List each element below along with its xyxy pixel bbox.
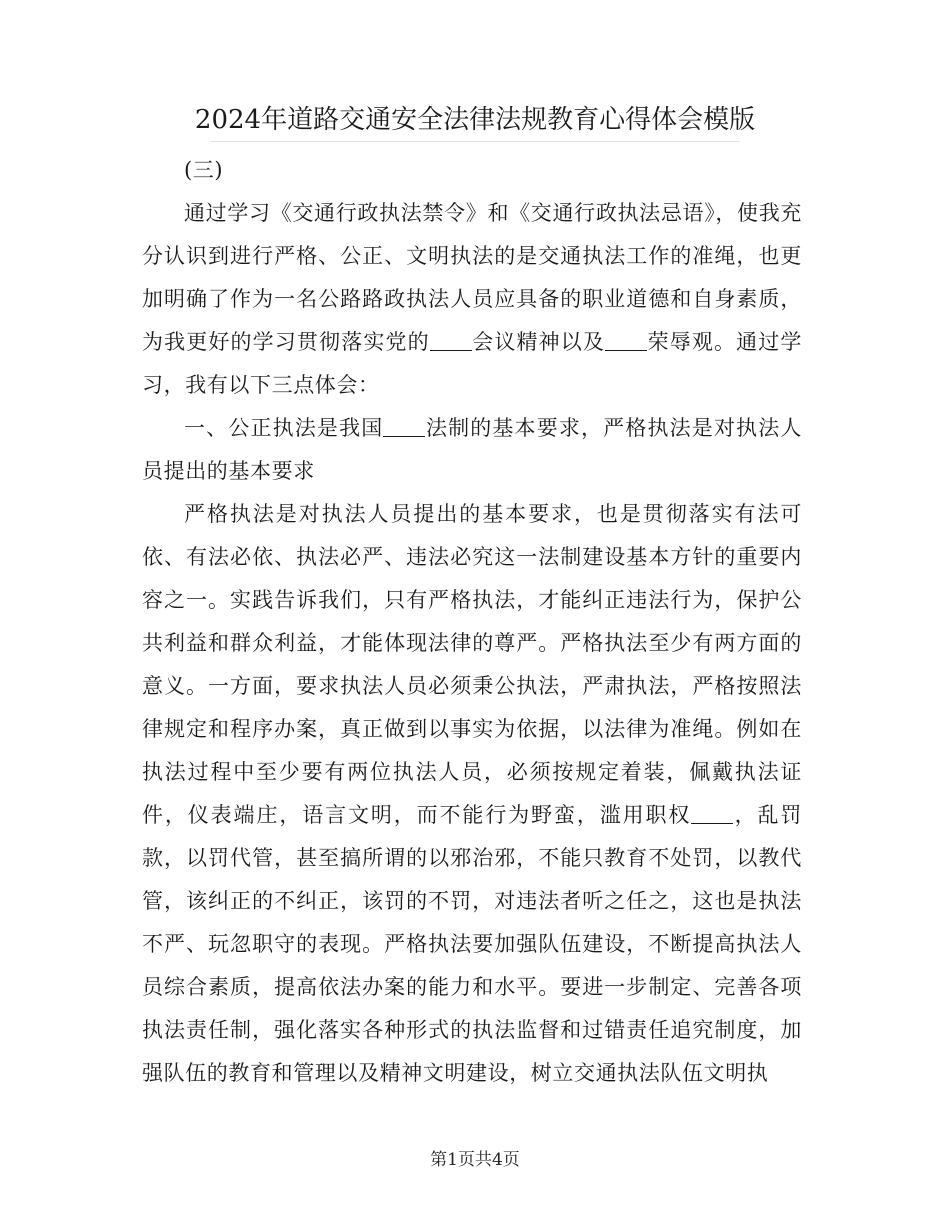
paragraph-3-text-2: ，乱罚款，以罚代管，甚至搞所谓的以邪治邪，不能只教育不处罚，以教代管，该纠正的不纠正，该罚的不罚，对违法者听之任之，这也是执法不严、玩忽职守的表现。严格执法要加强队伍建设，不断提高执法人员综合素质，提高依法办案的能力和水平。要进一步制定、完善各项执法责任制，强化落实各种形式的执法监督和过错责任追究制度，加强队伍的教育和管理以及精神文明建设，树立交通执法队伍文明执 xyxy=(142,803,802,1085)
paragraph-1-text-3: 荣辱观。通过学习，我有以下三点体会： xyxy=(142,330,802,397)
document-title: 2024年道路交通安全法律法规教育心得体会模版 xyxy=(194,105,756,135)
paragraph-2-text-1: 一、公正执法是我国 xyxy=(184,416,384,440)
paragraph-2 xyxy=(142,407,802,493)
paragraph-2-text-2: 法制的基本要求，严格执法是对执法人员提出的基本要求 xyxy=(142,416,802,483)
blank-underline xyxy=(383,415,425,437)
blank-underline xyxy=(691,802,733,824)
paragraph-3-text-1: 严格执法是对执法人员提出的基本要求，也是贯彻落实有法可依、有法必依、执法必严、违法必究这一法制建设基本方针的重要内容之一。实践告诉我们，只有严格执法，才能纠正违法行为，保护公共利益和群众利益，才能体现法律的尊严。严格执法至少有两方面的意义。一方面，要求执法人员必须秉公执法，严肃执法，严格按照法律规定和程序办案，真正做到以事实为依据，以法律为准绳。例如在执法过程中至少要有两位执法人员，必须按规定着装，佩戴执法证件，仪表端庄，语言文明，而不能行为野蛮，滥用职权 xyxy=(142,502,802,827)
paragraph-1-text-1: 通过学习《交通行政执法禁令》和《交通行政执法忌语》，使我充分认识到进行严格、公正、文明执法的是交通执法工作的准绳，也更加明确了作为一名公路路政执法人员应具备的职业道德和自身素质，为我更好的学习贯彻落实党的 xyxy=(142,201,802,354)
title-divider xyxy=(210,141,740,142)
page-number-footer: 第1页共4页 xyxy=(430,1150,520,1170)
paragraph-1 xyxy=(142,192,802,407)
paragraph-3 xyxy=(142,493,802,1095)
blank-underline xyxy=(430,329,472,351)
blank-underline xyxy=(605,329,647,351)
paragraph-1-text-2: 会议精神以及 xyxy=(471,330,606,354)
section-label: (三) xyxy=(184,158,224,182)
document-body xyxy=(142,149,802,1095)
